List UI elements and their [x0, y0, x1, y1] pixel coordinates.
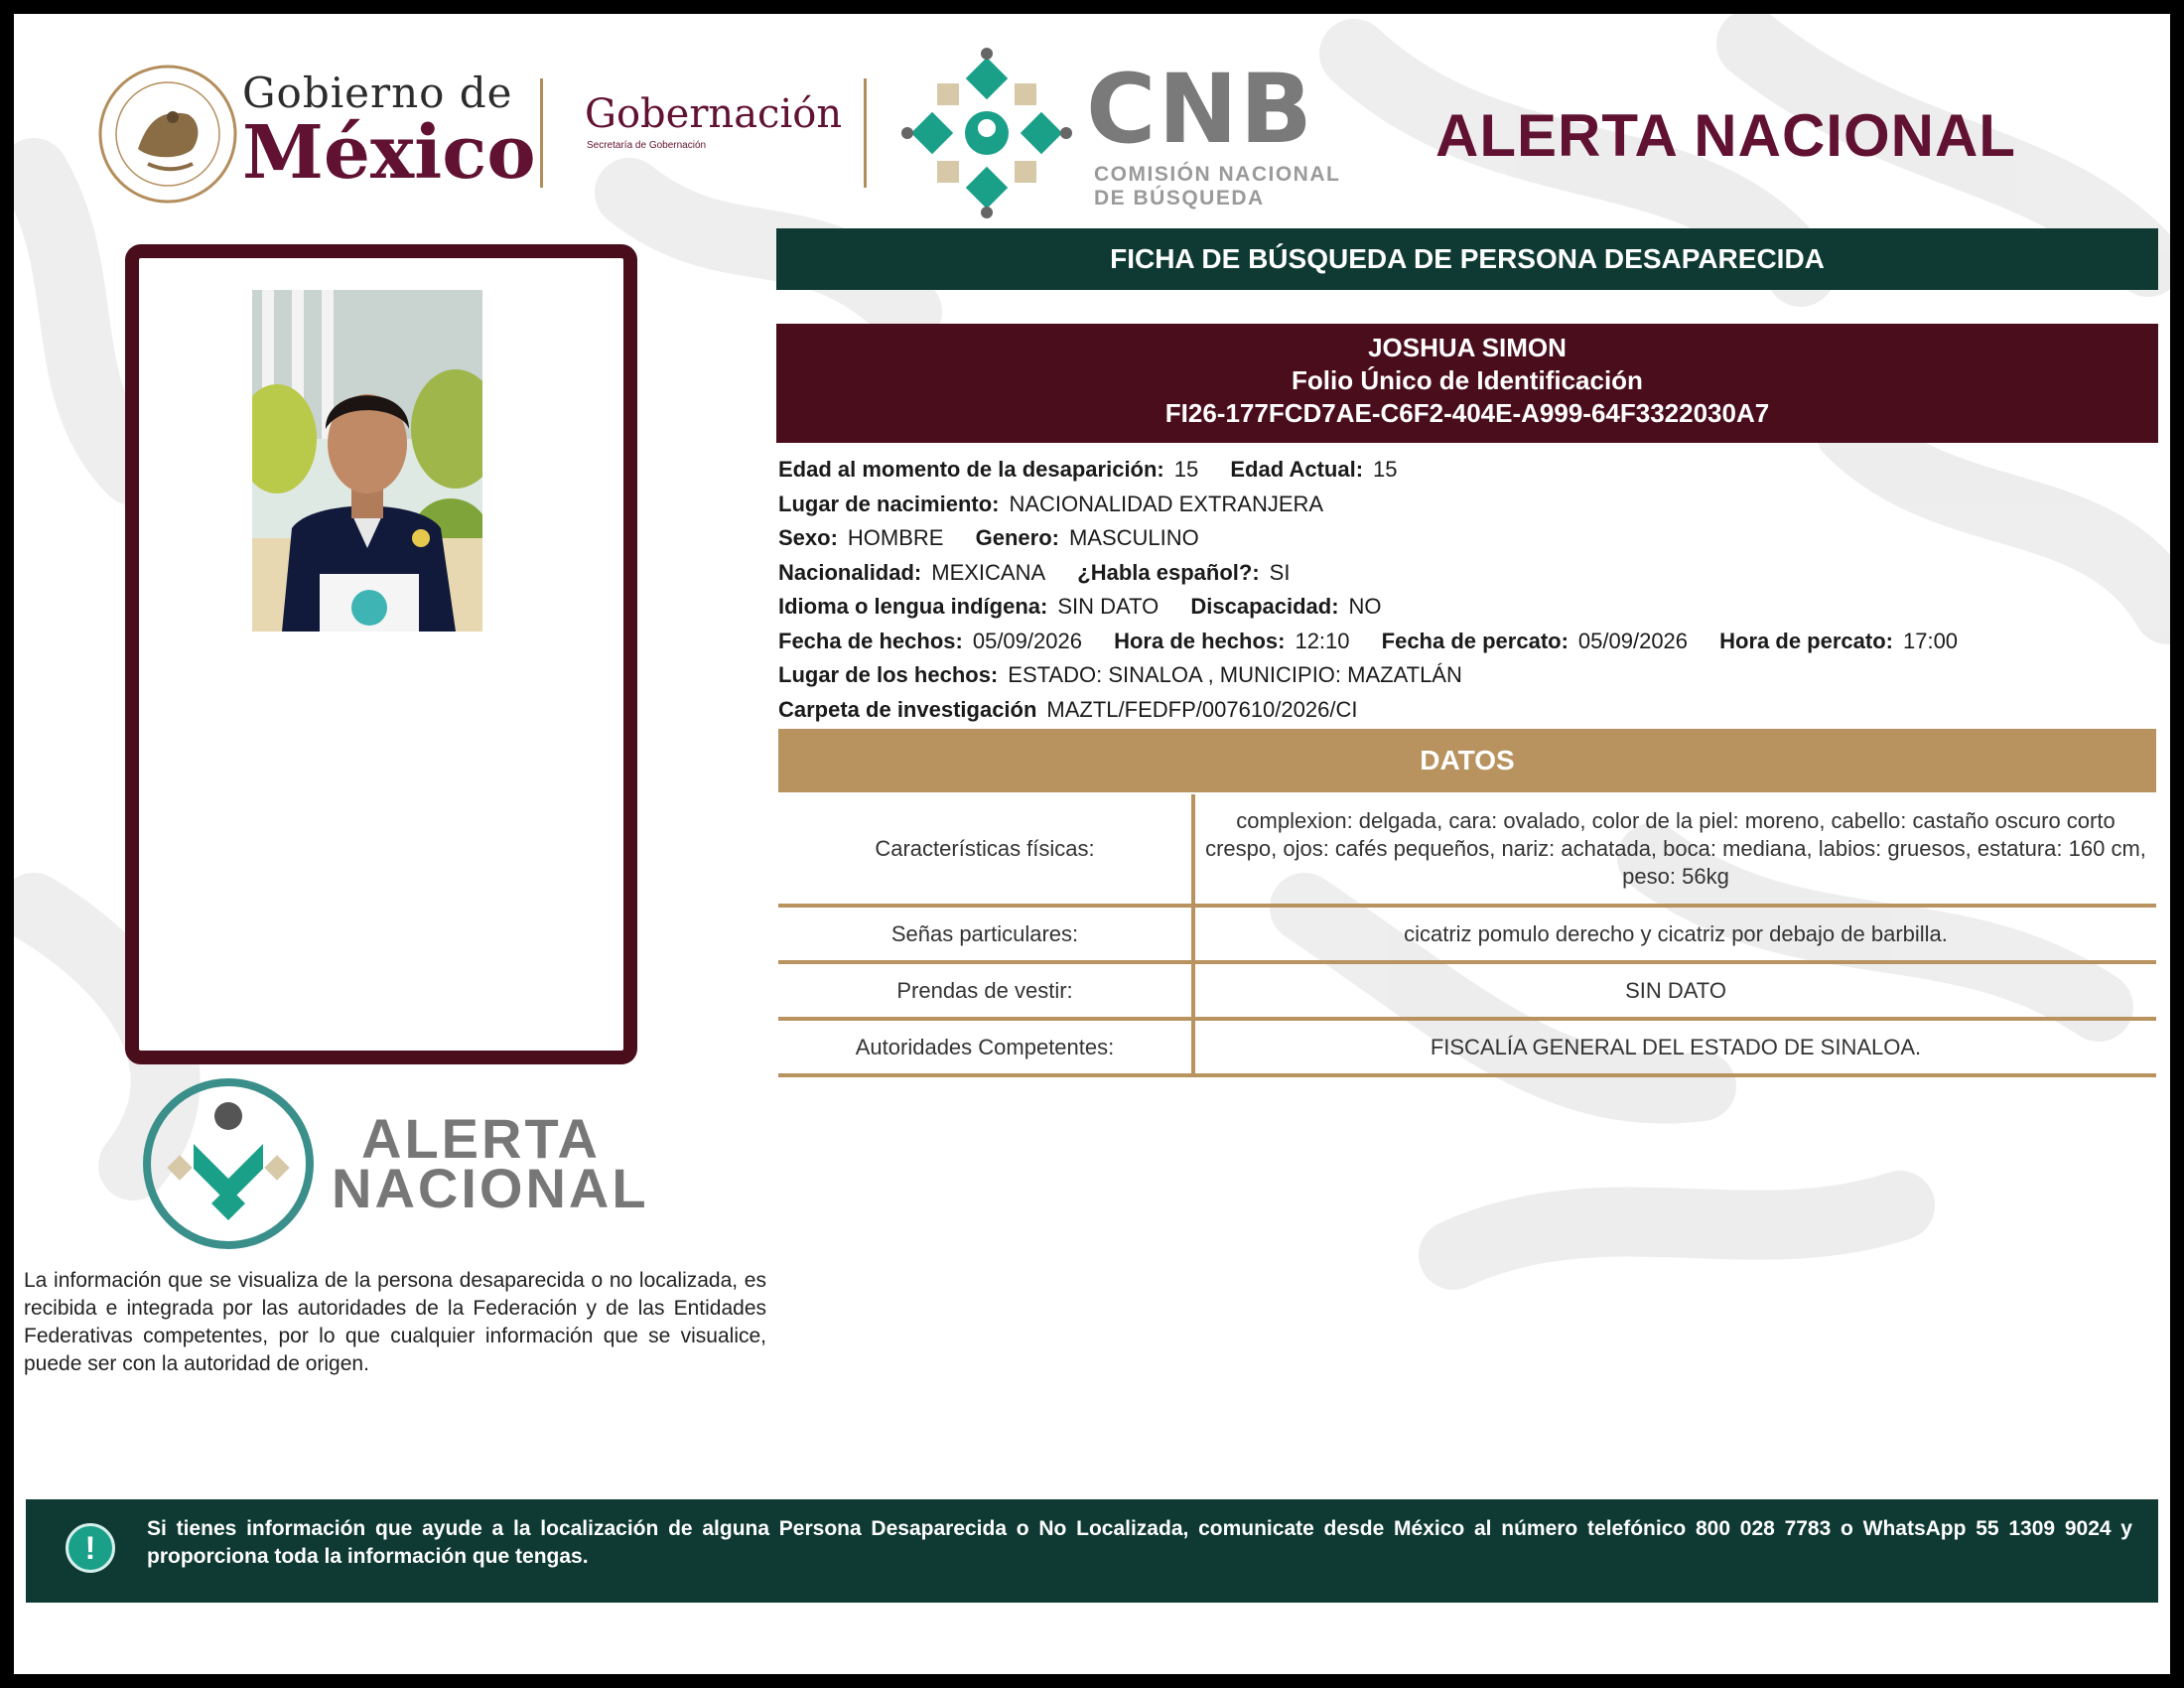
info-row-nacionalidad: [778, 556, 2158, 591]
alerta-nacional-title: ALERTA NACIONAL: [1435, 102, 2016, 169]
info-row-lugar-hechos: [778, 658, 2158, 693]
edad-desaparicion-label: Edad al momento de la desaparición:: [778, 457, 1164, 482]
missing-person-photo: [252, 290, 482, 632]
habla-espanol-label: ¿Habla español?:: [1077, 559, 1260, 585]
header-divider: [540, 78, 543, 188]
table-row: [778, 962, 2156, 1019]
cnb-logo-icon: [897, 44, 1076, 222]
datos-value: cicatriz pomulo derecho y cicatriz por debajo de barbilla.: [1193, 906, 2156, 962]
person-name-box: [776, 324, 2158, 443]
ficha-title-bar: FICHA DE BÚSQUEDA DE PERSONA DESAPARECIDA: [776, 228, 2158, 290]
cnb-line2: DE BÚSQUEDA: [1094, 187, 1265, 210]
sexo-value: HOMBRE: [847, 525, 944, 550]
datos-label: Prendas de vestir:: [778, 962, 1193, 1019]
fecha-hechos-label: Fecha de hechos:: [778, 628, 963, 653]
table-row: [778, 1019, 2156, 1075]
exclamation-icon: !: [66, 1523, 115, 1573]
hora-hechos-value: 12:10: [1295, 628, 1350, 653]
lugar-nacimiento-value: NACIONALIDAD EXTRANJERA: [1009, 491, 1324, 516]
alerta-logo-line2: NACIONAL: [332, 1157, 649, 1219]
nacionalidad-label: Nacionalidad:: [778, 559, 922, 585]
nacionalidad-value: MEXICANA: [931, 559, 1046, 585]
cnb-acronym: CNB: [1086, 54, 1314, 165]
datos-value: FISCALÍA GENERAL DEL ESTADO DE SINALOA.: [1193, 1019, 2156, 1075]
sexo-label: Sexo:: [778, 525, 838, 550]
table-row: [778, 906, 2156, 962]
disclaimer-text: La información que se visualiza de la persona desaparecida o no localizada, es recibida e integrada por las autoridades de la Federación y de las Entidades Federativas competentes, por lo que cualquier información que se visualice, puede ser con la autoridad de origen.: [24, 1269, 766, 1375]
table-row: [778, 794, 2156, 906]
carpeta-label: Carpeta de investigación: [778, 696, 1037, 722]
folio-number: FI26-177FCD7AE-C6F2-404E-A999-64F3322030A7: [1164, 398, 1770, 428]
info-row-sexo: [778, 521, 2158, 556]
fecha-hechos-value: 05/09/2026: [972, 628, 1082, 653]
gobernacion-title: Gobernación: [585, 91, 843, 137]
datos-table: [778, 794, 2156, 1077]
info-row-carpeta: [778, 693, 2158, 728]
cnb-line1: COMISIÓN NACIONAL: [1094, 163, 1341, 186]
lugar-hechos-value: ESTADO: SINALOA , MUNICIPIO: MAZATLÁN: [1008, 662, 1462, 687]
datos-label: Autoridades Competentes:: [778, 1019, 1193, 1075]
gobierno-line2: México: [242, 110, 536, 196]
folio-label: Folio Único de Identificación: [1292, 365, 1643, 395]
discapacidad-label: Discapacidad:: [1190, 594, 1339, 619]
datos-label: Señas particulares:: [778, 906, 1193, 962]
lugar-hechos-label: Lugar de los hechos:: [778, 662, 999, 687]
alerta-logo-line1: ALERTA: [361, 1107, 601, 1170]
gobierno-de-mexico-logo: [242, 69, 536, 196]
datos-title-bar: DATOS: [778, 729, 2156, 792]
mexico-seal-icon: [93, 60, 242, 209]
info-row-edad: [778, 453, 2158, 488]
edad-actual-label: Edad Actual:: [1230, 457, 1364, 482]
idioma-value: SIN DATO: [1057, 594, 1160, 619]
datos-value: complexion: delgada, cara: ovalado, color de la piel: moreno, cabello: castaño oscuro corto crespo, ojos: cafés pequeños, nariz: achatada, boca: mediana, labios: gruesos, estatura: 160 cm, peso: 56kg: [1193, 794, 2156, 906]
habla-espanol-value: SI: [1269, 559, 1291, 585]
gobierno-line1: Gobierno de: [242, 69, 513, 117]
lugar-nacimiento-label: Lugar de nacimiento:: [778, 491, 1000, 516]
datos-value: SIN DATO: [1193, 962, 2156, 1019]
idioma-label: Idioma o lengua indígena:: [778, 594, 1048, 619]
gobernacion-subtitle: Secretaría de Gobernación: [587, 140, 707, 151]
carpeta-value: MAZTL/FEDFP/007610/2026/CI: [1046, 696, 1358, 722]
alerta-nacional-logo-icon: [139, 1074, 318, 1253]
genero-label: Genero:: [975, 525, 1059, 550]
hora-percato-value: 17:00: [1902, 628, 1959, 653]
person-name: JOSHUA SIMON: [1368, 333, 1567, 362]
edad-desaparicion-value: 15: [1173, 457, 1199, 482]
discapacidad-value: NO: [1348, 594, 1382, 619]
person-info: [778, 453, 2158, 727]
fecha-percato-value: 05/09/2026: [1577, 628, 1689, 653]
hora-hechos-label: Hora de hechos:: [1114, 628, 1286, 653]
fecha-percato-label: Fecha de percato:: [1381, 628, 1569, 653]
contact-info-bar: [26, 1499, 2158, 1603]
info-row-fechas: [778, 625, 2158, 659]
datos-label: Características físicas:: [778, 794, 1193, 906]
alerta-nacional-logo-text: [332, 1107, 649, 1219]
hora-percato-label: Hora de percato:: [1719, 628, 1893, 653]
cnb-name: [1094, 163, 1340, 211]
info-row-idioma: [778, 590, 2158, 625]
contact-info-text: Si tienes información que ayude a la localización de alguna Persona Desaparecida o No Localizada, comunicate desde México al número telefónico 800 028 7783 o WhatsApp 55 1309 9024 y proporciona toda la información que tengas.: [147, 1517, 2132, 1568]
info-row-nacimiento: [778, 488, 2158, 522]
edad-actual-value: 15: [1373, 457, 1398, 482]
header-divider: [864, 78, 867, 188]
genero-value: MASCULINO: [1068, 525, 1199, 550]
document: [14, 14, 2170, 1674]
